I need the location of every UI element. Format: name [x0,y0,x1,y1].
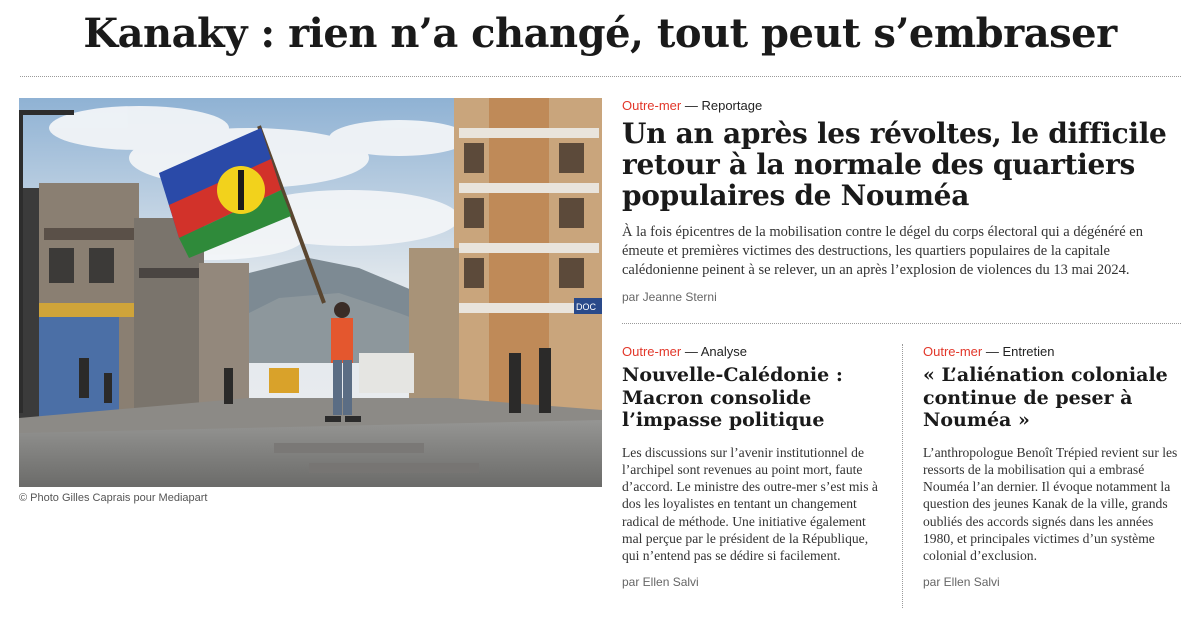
middle-divider [622,323,1181,324]
lead-article [622,98,1180,304]
article-kicker [923,344,1181,360]
lead-title-link[interactable]: Un an après les révoltes, le difficile retour à la normale des quartiers populaires de Nouméa [622,117,1167,212]
lead-summary: À la fois épicentres de la mobilisation contre le dégel du corps électoral qui a dégénéré en émeute et premières victimes des destructions, les quartiers populaires de la capitale calédonienne peinent à se relever, un an après l’explosion de violences du 13 mai 2024. [622,224,1143,278]
article-summary: Les discussions sur l’avenir institutionnel de l’archipel sont revenues au point mort, faute d’accord. Le ministre des outre-mer s’est mis à dos les loyalistes en tentant un changement radical de méthode. Une initiative également mal perçue par le président de la République, qui n’entend pas se dédire si facilement. [622,444,878,564]
article-summary: L’anthropologue Benoît Trépied revient sur les ressorts de la mobilisation qui a embrasé Nouméa l’an dernier. Il évoque notamment la question des jeunes Kanak de la ville, grands oubliés des accords signés dans les années 1980, et principales victimes d’un système colonial d’exclusion. [923,444,1178,564]
article-genre: Analyse [700,344,747,359]
article-byline[interactable]: par Ellen Salvi [622,574,699,589]
lead-section-link[interactable]: Outre-mer [622,98,682,113]
article-byline[interactable]: par Ellen Salvi [923,574,1000,589]
photo-illustration [19,98,602,487]
article-title-link[interactable]: Nouvelle-Calédonie : Macron consolide l’impasse politique [622,364,843,431]
lead-byline[interactable]: par Jeanne Sterni [622,290,717,304]
article-kicker-separator: — [681,344,701,359]
article-kicker [622,344,880,360]
article-section-link[interactable]: Outre-mer [923,344,983,359]
shop-sign-text: DOC [576,302,596,312]
page-headline[interactable]: Kanaky : rien n’a changé, tout peut s’embraser [83,10,1117,57]
article-section-link[interactable]: Outre-mer [622,344,682,359]
lead-genre: Reportage [701,98,763,113]
photo-credit: © Photo Gilles Caprais pour Mediapart [19,492,208,504]
lead-photo[interactable] [19,98,602,487]
article-kicker-separator: — [982,344,1003,359]
top-divider [20,76,1181,77]
lead-kicker [622,98,1180,114]
column-divider [902,344,903,608]
article-card [923,344,1181,589]
article-title-link[interactable]: « L’aliénation coloniale continue de peser à Nouméa » [923,364,1168,431]
lead-kicker-separator: — [681,98,702,113]
article-genre: Entretien [1002,344,1055,359]
article-card [622,344,880,589]
